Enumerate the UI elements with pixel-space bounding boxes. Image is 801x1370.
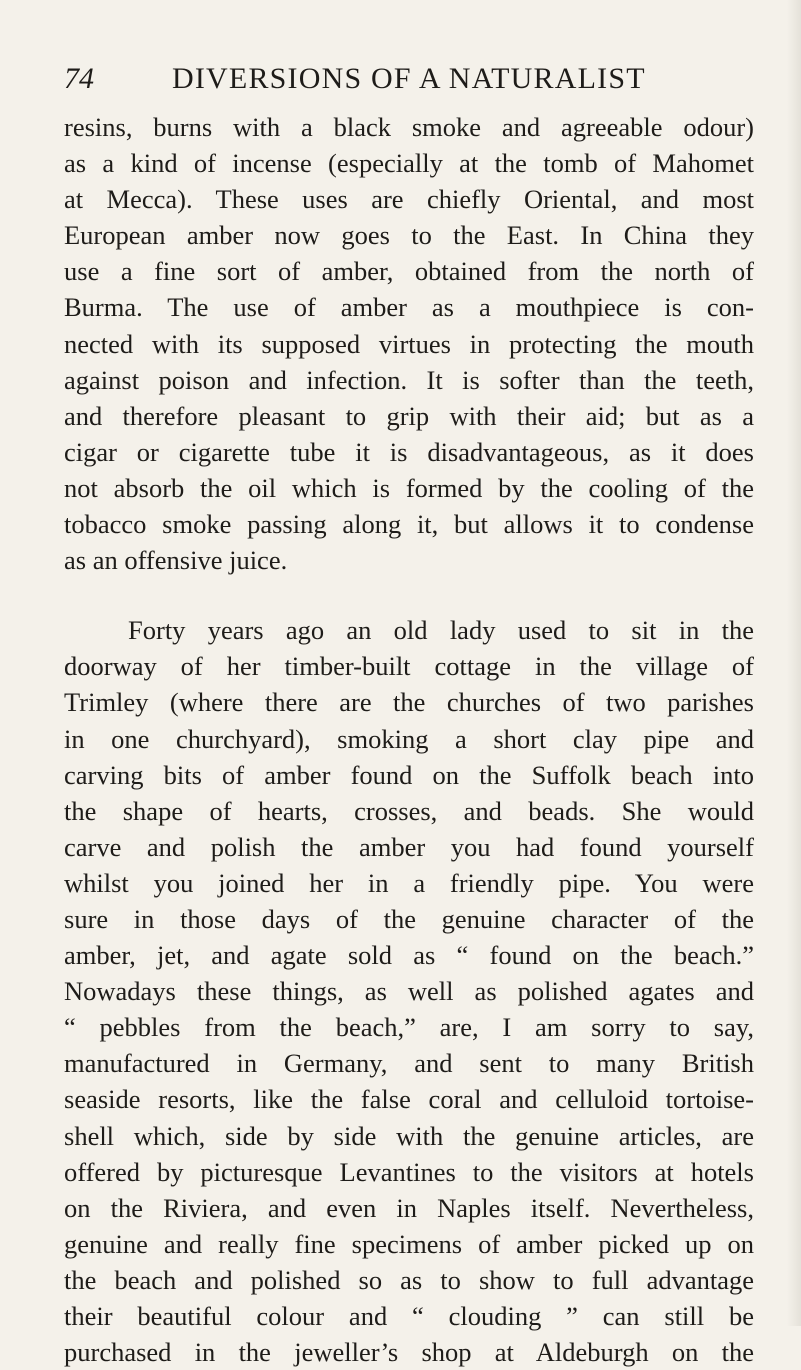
text-line: “ pebbles from the beach,” are, I am sorry to say, [64, 1012, 754, 1043]
text-line: in one churchyard), smoking a short clay pipe and [64, 723, 754, 754]
paragraph-gap [64, 578, 754, 612]
paragraph-2 [64, 612, 754, 1370]
body-text [64, 109, 754, 1370]
text-line: against poison and infection. It is softer than the teeth, [64, 364, 754, 395]
text-line: doorway of her timber-built cottage in the village of [64, 651, 754, 682]
text-line: their beautiful colour and “ clouding ” can still be [64, 1301, 754, 1331]
text-line: on the Riviera, and even in Naples itself. Nevertheless, [64, 1192, 754, 1223]
text-line: purchased in the jeweller’s shop at Aldeburgh on the [64, 1337, 754, 1368]
text-line: amber, jet, and agate sold as “ found on the beach.” [64, 940, 754, 971]
text-line: the beach and polished so as to show to full advantage [64, 1264, 754, 1295]
text-line: Trimley (where there are the churches of two parishes [64, 687, 754, 718]
text-line: the shape of hearts, crosses, and beads. She would [64, 795, 754, 826]
running-title: DIVERSIONS OF A NATURALIST [172, 62, 646, 95]
text-line: use a fine sort of amber, obtained from the north of [64, 256, 754, 287]
text-line: European amber now goes to the East. In China they [64, 220, 754, 251]
text-line: Nowadays these things, as well as polished agates and [64, 976, 754, 1007]
text-line: cigar or cigarette tube it is disadvantageous, as it does [64, 436, 754, 467]
text-line: Forty years ago an old lady used to sit in the [128, 615, 754, 646]
text-line: whilst you joined her in a friendly pipe. You were [64, 867, 754, 898]
page-edge-shadow [787, 0, 801, 1326]
text-line: offered by picturesque Levantines to the visitors at hotels [64, 1156, 754, 1187]
text-line: tobacco smoke passing along it, but allows it to condense [64, 509, 754, 540]
text-line: resins, burns with a black smoke and agreeable odour) [64, 112, 754, 142]
paragraph-1 [64, 109, 754, 578]
page-number: 74 [64, 62, 94, 95]
text-line: nected with its supposed virtues in protecting the mouth [64, 328, 754, 359]
text-line: shell which, side by side with the genuine articles, are [64, 1120, 754, 1151]
text-line: carve and polish the amber you had found yourself [64, 831, 754, 862]
text-line: manufactured in Germany, and sent to many British [64, 1048, 754, 1079]
text-line: at Mecca). These uses are chiefly Oriental, and most [64, 184, 754, 215]
running-head [64, 62, 754, 96]
text-line: genuine and really fine specimens of amber picked up on [64, 1228, 754, 1259]
text-line: and therefore pleasant to grip with their aid; but as a [64, 400, 754, 431]
text-line: as an offensive juice. [64, 545, 288, 576]
text-line: Burma. The use of amber as a mouthpiece is con- [64, 292, 754, 323]
text-line: not absorb the oil which is formed by the cooling of the [64, 472, 754, 503]
text-line: carving bits of amber found on the Suffolk beach into [64, 759, 754, 790]
text-line: sure in those days of the genuine character of the [64, 903, 754, 934]
text-line: seaside resorts, like the false coral and celluloid tortoise- [64, 1084, 754, 1115]
text-line: as a kind of incense (especially at the tomb of Mahomet [64, 148, 754, 179]
